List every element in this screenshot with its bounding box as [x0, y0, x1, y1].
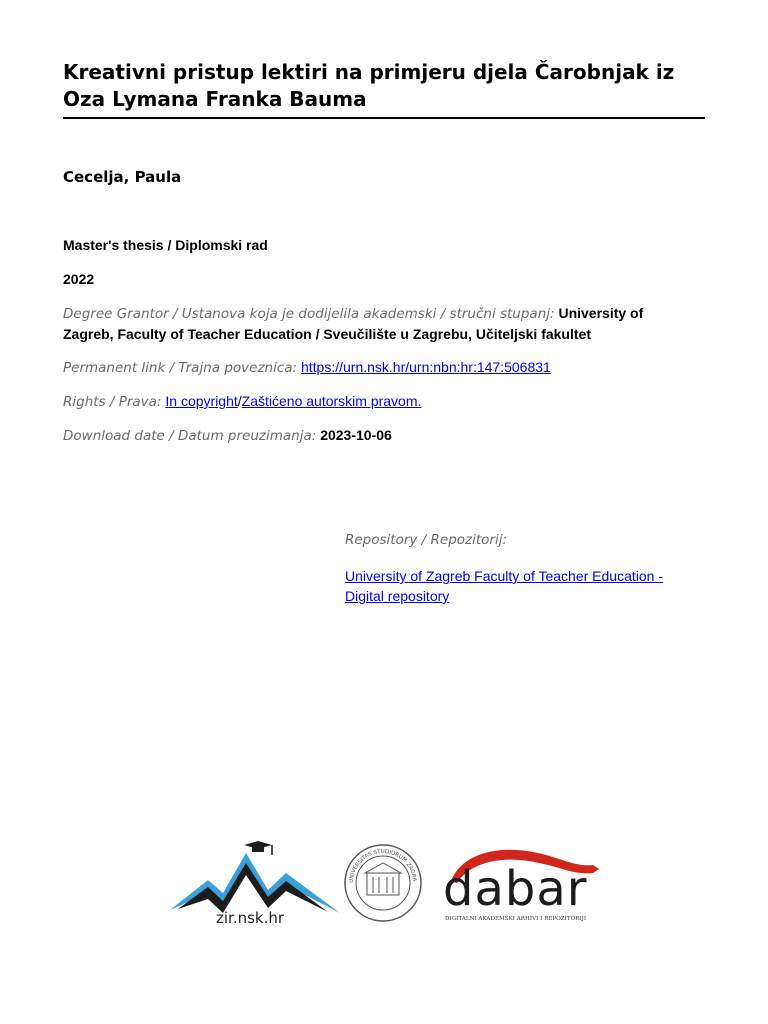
rights-separator: /: [237, 393, 242, 409]
permalink-label: Permanent link / Trajna poveznica:: [63, 360, 298, 376]
seal-text: UNIVERSITAS STUDIORUM ZAGRA: [348, 848, 417, 884]
repository-link-block: [345, 566, 663, 606]
grantor-label: Degree Grantor / Ustanova koja je dodijelila akademski / stručni stupanj:: [63, 306, 555, 322]
download-label: Download date / Datum preuzimanja:: [63, 428, 317, 444]
university-seal: [343, 843, 423, 923]
dabar-logo-text: dabar: [443, 861, 588, 917]
seal-icon: [343, 843, 423, 923]
document-title: Kreativni pristup lektiri na primjeru djela Čarobnjak iz Oza Lymana Franka Bauma: [63, 60, 675, 111]
rights-label: Rights / Prava:: [63, 394, 162, 410]
download-block: [63, 425, 392, 446]
permalink-block: [63, 357, 551, 378]
zir-logo[interactable]: [168, 835, 343, 935]
download-date: 2023-10-06: [320, 427, 392, 443]
title-divider: [63, 117, 705, 119]
permalink-link[interactable]: https://urn.nsk.hr/urn:nbn:hr:147:506831: [300, 359, 551, 375]
svg-text:UNIVERSITAS STUDIORUM ZAGRABIE: [343, 843, 417, 883]
zir-logo-text: zir.nsk.hr: [216, 909, 285, 927]
dabar-subtitle: DIGITALNI AKADEMSKI ARHIVI I REPOZITORIJI: [445, 916, 587, 922]
repository-link[interactable]: University of Zagreb Faculty of Teacher Education - Digital repository: [345, 568, 664, 604]
rights-link-zasticeno[interactable]: Zaštićeno autorskim pravom.: [241, 393, 422, 409]
rights-link-in-copyright[interactable]: In copyright: [165, 393, 238, 409]
document-year: 2022: [63, 271, 95, 287]
document-type: Master's thesis / Diplomski rad: [63, 237, 268, 253]
repository-label: Repository / Repozitorij:: [345, 532, 508, 548]
dabar-logo[interactable]: [443, 845, 603, 940]
rights-block: [63, 391, 421, 412]
grantor-line1: University of: [558, 305, 644, 321]
grantor-line2: Zagreb, Faculty of Teacher Education / Sveučilište u Zagrebu, Učiteljski fakultet: [63, 326, 591, 342]
author-name: Cecelja, Paula: [63, 168, 182, 186]
grantor-block: [63, 303, 713, 344]
